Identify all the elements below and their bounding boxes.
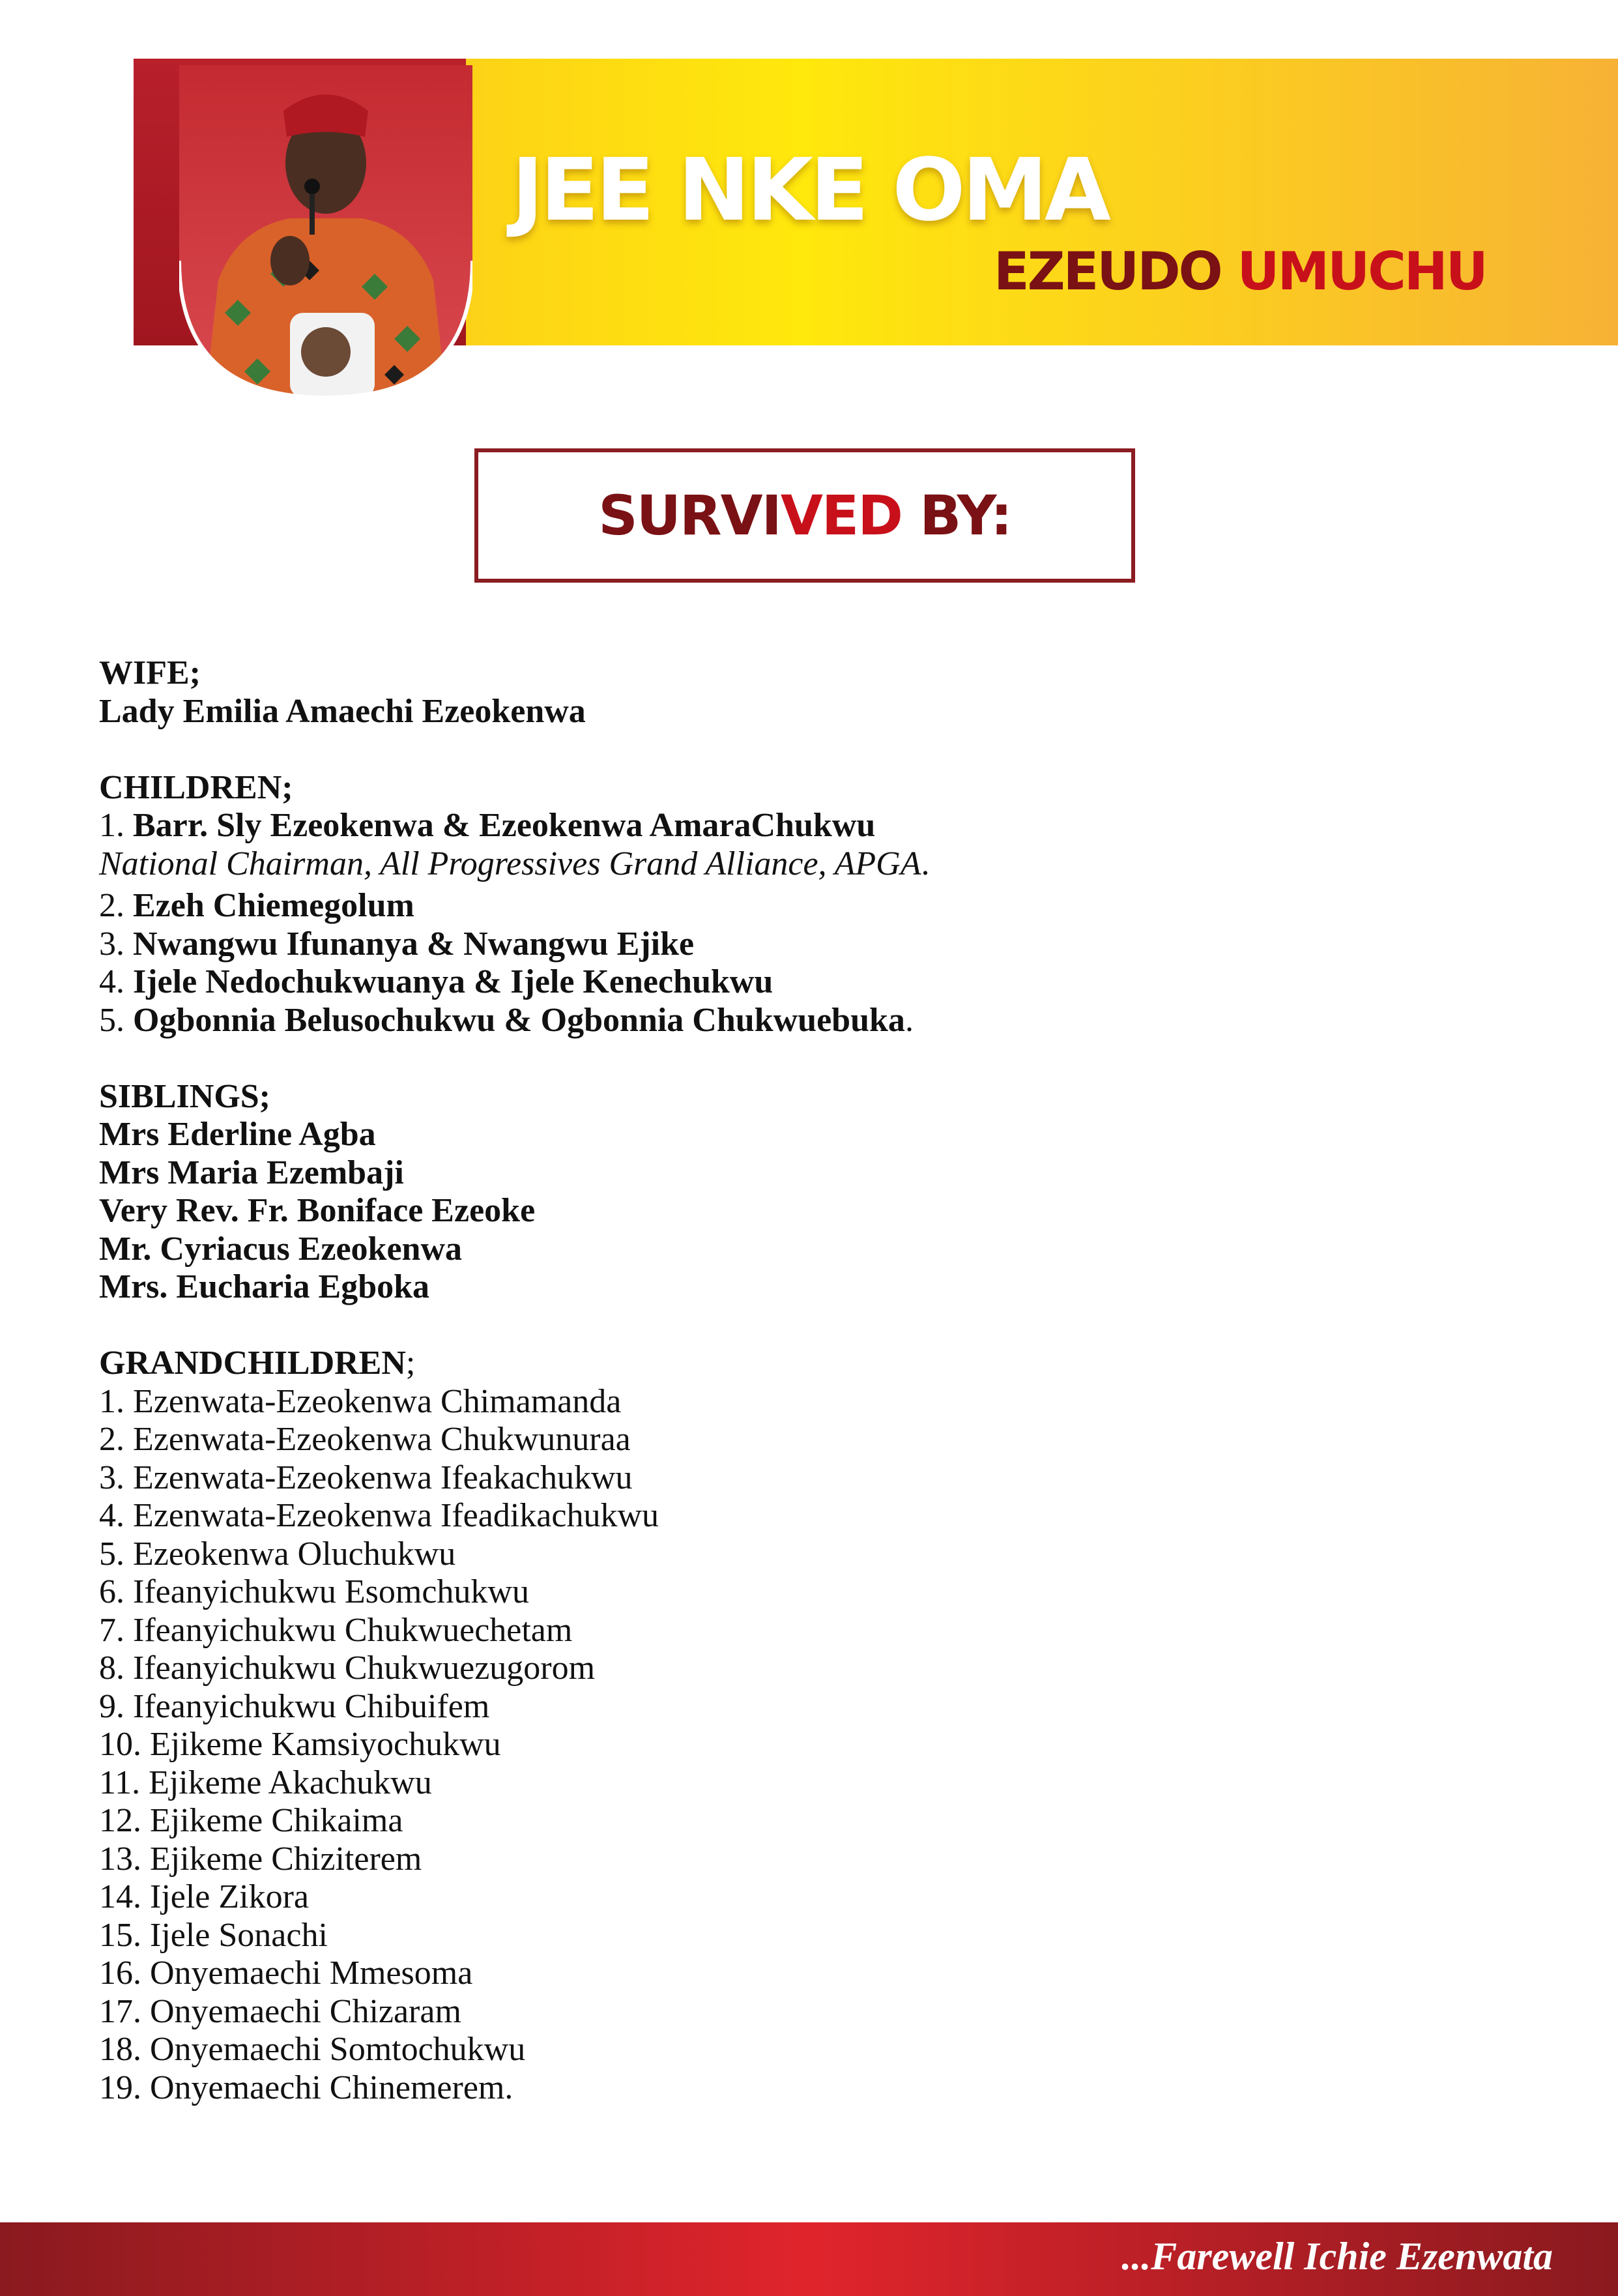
grandchild-item: 3. Ezenwata-Ezeokenwa Ifeakachukwu [99, 1459, 633, 1496]
children-heading: CHILDREN; [99, 768, 293, 806]
portrait-photo [179, 65, 472, 398]
child-number: 3. [99, 925, 133, 963]
child-number: 4. [99, 963, 133, 1000]
grandchild-item: 17. Onyemaechi Chizaram [99, 1992, 461, 2030]
grandchild-item: 10. Ejikeme Kamsiyochukwu [99, 1726, 501, 1763]
grandchildren-heading-tail: ; [405, 1344, 416, 1382]
child-note [99, 845, 1500, 884]
obituary-content [99, 654, 1500, 2107]
spacer [99, 731, 1500, 769]
child-item [99, 807, 1500, 845]
child-name: Nwangwu Ifunanya & Nwangwu Ejike [133, 925, 695, 963]
spacer [99, 1039, 1500, 1078]
section-title-box [474, 448, 1135, 583]
child-note-text: National Chairman, All Progressives Grand Alliance, APGA [99, 845, 921, 882]
banner-subtitle [994, 241, 1486, 302]
grandchild-item: 13. Ejikeme Chiziterem [99, 1840, 422, 1878]
footer-text: ...Farewell Ichie Ezenwata [1121, 2235, 1553, 2278]
wife-name: Lady Emilia Amaechi Ezeokenwa [99, 692, 586, 730]
section-title-part-b: VED [780, 484, 902, 547]
grandchild-item: 9. Ifeanyichukwu Chibuifem [99, 1687, 490, 1725]
subtitle-part-b: UMUCHU [1237, 241, 1486, 302]
child-number: 1. [99, 807, 133, 844]
grandchildren-heading [99, 1344, 1500, 1383]
section-title-part-a: SURVI [598, 484, 781, 547]
child-number: 2. [99, 887, 133, 924]
grandchild-item: 8. Ifeanyichukwu Chukwuezugorom [99, 1649, 596, 1687]
child-tail: . [904, 1001, 914, 1039]
grandchild-item: 2. Ezenwata-Ezeokenwa Chukwunuraa [99, 1421, 631, 1458]
spacer [99, 1307, 1500, 1345]
banner-title: JEE NKE OMA [512, 140, 1108, 240]
child-name: Barr. Sly Ezeokenwa & Ezeokenwa AmaraChukwu [133, 807, 876, 844]
grandchild-item: 5. Ezeokenwa Oluchukwu [99, 1535, 456, 1573]
grandchild-item: 11. Ejikeme Akachukwu [99, 1764, 432, 1801]
grandchild-item: 1. Ezenwata-Ezeokenwa Chimamanda [99, 1382, 622, 1420]
wife-heading: WIFE; [99, 654, 201, 691]
grandchild-item: 19. Onyemaechi Chinemerem. [99, 2069, 513, 2106]
child-item [99, 925, 1500, 964]
child-item [99, 963, 1500, 1002]
siblings-heading: SIBLINGS; [99, 1077, 270, 1115]
child-name: Ogbonnia Belusochukwu & Ogbonnia Chukwuebuka [133, 1001, 905, 1039]
grandchildren-heading-text: GRANDCHILDREN [99, 1344, 406, 1382]
grandchild-item: 16. Onyemaechi Mmesoma [99, 1955, 473, 1992]
sibling-item: Very Rev. Fr. Boniface Ezeoke [99, 1192, 536, 1229]
grandchild-item: 12. Ejikeme Chikaima [99, 1802, 403, 1839]
grandchild-item: 7. Ifeanyichukwu Chukwuechetam [99, 1611, 573, 1649]
sibling-item: Mrs. Eucharia Egboka [99, 1268, 430, 1305]
grandchild-item: 14. Ijele Zikora [99, 1878, 309, 1915]
grandchild-item: 15. Ijele Sonachi [99, 1916, 328, 1954]
subtitle-part-a: EZEUDO [994, 241, 1221, 302]
sibling-item: Mrs Ederline Agba [99, 1116, 376, 1153]
grandchild-item: 4. Ezenwata-Ezeokenwa Ifeadikachukwu [99, 1497, 659, 1534]
grandchild-item: 18. Onyemaechi Somtochukwu [99, 2031, 526, 2068]
child-item [99, 1002, 1500, 1040]
section-title [598, 484, 1011, 547]
sibling-item: Mrs Maria Ezembaji [99, 1154, 404, 1191]
child-number: 5. [99, 1001, 133, 1039]
grandchild-item: 6. Ifeanyichukwu Esomchukwu [99, 1573, 529, 1610]
child-name: Ijele Nedochukwuanya & Ijele Kenechukwu [133, 963, 773, 1000]
section-title-part-c: BY: [901, 484, 1011, 547]
footer-banner [0, 2222, 1618, 2296]
child-name: Ezeh Chiemegolum [133, 887, 414, 924]
sibling-item: Mr. Cyriacus Ezeokenwa [99, 1230, 463, 1268]
child-item [99, 887, 1500, 925]
child-note-tail: . [921, 845, 930, 882]
